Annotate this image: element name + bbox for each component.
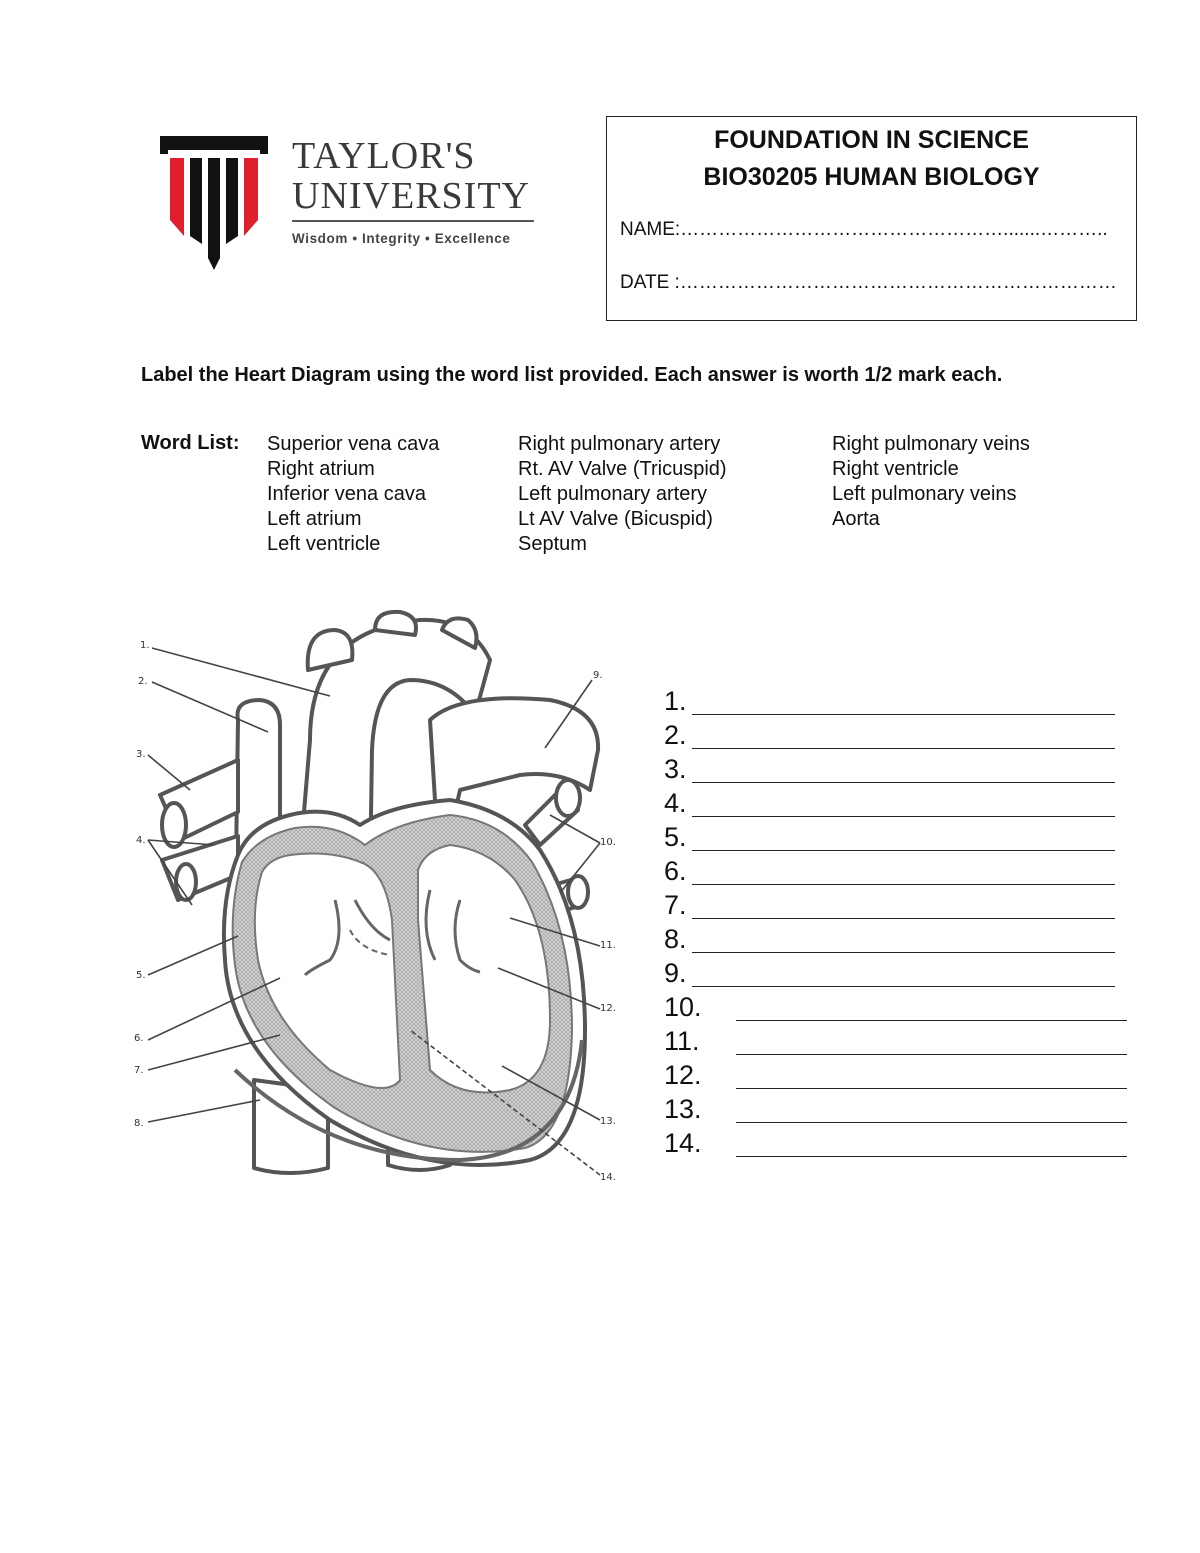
answer-number: 11. <box>664 1026 700 1056</box>
answer-line[interactable] <box>692 918 1115 919</box>
program-title: FOUNDATION IN SCIENCE <box>714 126 1029 154</box>
university-crest-icon <box>160 136 270 276</box>
answer-number: 13. <box>664 1094 702 1124</box>
answer-line[interactable] <box>692 952 1115 953</box>
word-item: Inferior vena cava <box>267 483 426 505</box>
answer-line[interactable] <box>692 816 1115 817</box>
answer-line[interactable] <box>692 986 1115 987</box>
word-item: Lt AV Valve (Bicuspid) <box>518 508 713 530</box>
university-name-line2: UNIVERSITY <box>292 175 530 217</box>
university-logo <box>160 136 540 276</box>
diagram-label: 10. <box>600 837 616 848</box>
diagram-label: 13. <box>600 1116 616 1127</box>
answer-number: 8. <box>664 924 687 954</box>
diagram-label: 3. <box>136 749 146 760</box>
diagram-label: 12. <box>600 1003 616 1014</box>
university-motto: Wisdom • Integrity • Excellence <box>292 231 511 246</box>
diagram-label: 2. <box>138 676 148 687</box>
word-item: Right atrium <box>267 458 375 480</box>
word-item: Left pulmonary veins <box>832 483 1017 505</box>
answer-number: 5. <box>664 822 687 852</box>
word-item: Septum <box>518 533 587 555</box>
diagram-label: 6. <box>134 1033 144 1044</box>
word-list-column-2 <box>518 432 727 557</box>
answer-line[interactable] <box>692 714 1115 715</box>
diagram-label: 4. <box>136 835 146 846</box>
date-field[interactable]: DATE :…………………………………………………………… <box>620 272 1117 293</box>
answer-line[interactable] <box>736 1088 1127 1089</box>
answer-number: 6. <box>664 856 687 886</box>
university-name-line1: TAYLOR'S <box>292 135 476 177</box>
answer-number: 4. <box>664 788 687 818</box>
name-field[interactable]: NAME:…………………………………………….......……….. <box>620 219 1108 240</box>
answer-number: 10. <box>664 992 702 1022</box>
answer-line[interactable] <box>736 1054 1127 1055</box>
diagram-label: 14. <box>600 1172 616 1183</box>
instructions-text: Label the Heart Diagram using the word list provided. Each answer is worth 1/2 mark each. <box>141 364 1003 386</box>
word-list-column-1 <box>267 432 439 557</box>
answer-number: 14. <box>664 1128 702 1158</box>
course-header-box <box>606 116 1137 321</box>
answer-number: 7. <box>664 890 687 920</box>
word-list-column-3 <box>832 432 1030 532</box>
answer-line[interactable] <box>736 1020 1127 1021</box>
word-list-label: Word List: <box>141 432 240 454</box>
logo-divider <box>292 220 534 222</box>
word-item: Aorta <box>832 508 880 530</box>
word-item: Left atrium <box>267 508 362 530</box>
course-title: BIO30205 HUMAN BIOLOGY <box>703 163 1040 191</box>
answer-line[interactable] <box>692 884 1115 885</box>
word-item: Rt. AV Valve (Tricuspid) <box>518 458 727 480</box>
diagram-label: 8. <box>134 1118 144 1129</box>
diagram-label: 7. <box>134 1065 144 1076</box>
diagram-label: 5. <box>136 970 146 981</box>
diagram-label: 9. <box>593 670 603 681</box>
word-item: Right ventricle <box>832 458 959 480</box>
diagram-label: 1. <box>140 640 150 651</box>
answer-number: 2. <box>664 720 687 750</box>
heart-diagram <box>130 600 630 1190</box>
word-item: Left ventricle <box>267 533 381 555</box>
word-item: Superior vena cava <box>267 433 440 455</box>
answer-number: 9. <box>664 958 687 988</box>
word-item: Left pulmonary artery <box>518 483 707 505</box>
answer-number: 12. <box>664 1060 702 1090</box>
answer-line[interactable] <box>736 1156 1127 1157</box>
word-item: Right pulmonary veins <box>832 433 1030 455</box>
answer-line[interactable] <box>692 850 1115 851</box>
diagram-label: 11. <box>600 940 616 951</box>
answer-number: 1. <box>664 686 687 716</box>
word-item: Right pulmonary artery <box>518 433 721 455</box>
answer-line[interactable] <box>692 782 1115 783</box>
answer-number: 3. <box>664 754 687 784</box>
answer-line[interactable] <box>692 748 1115 749</box>
answer-line[interactable] <box>736 1122 1127 1123</box>
